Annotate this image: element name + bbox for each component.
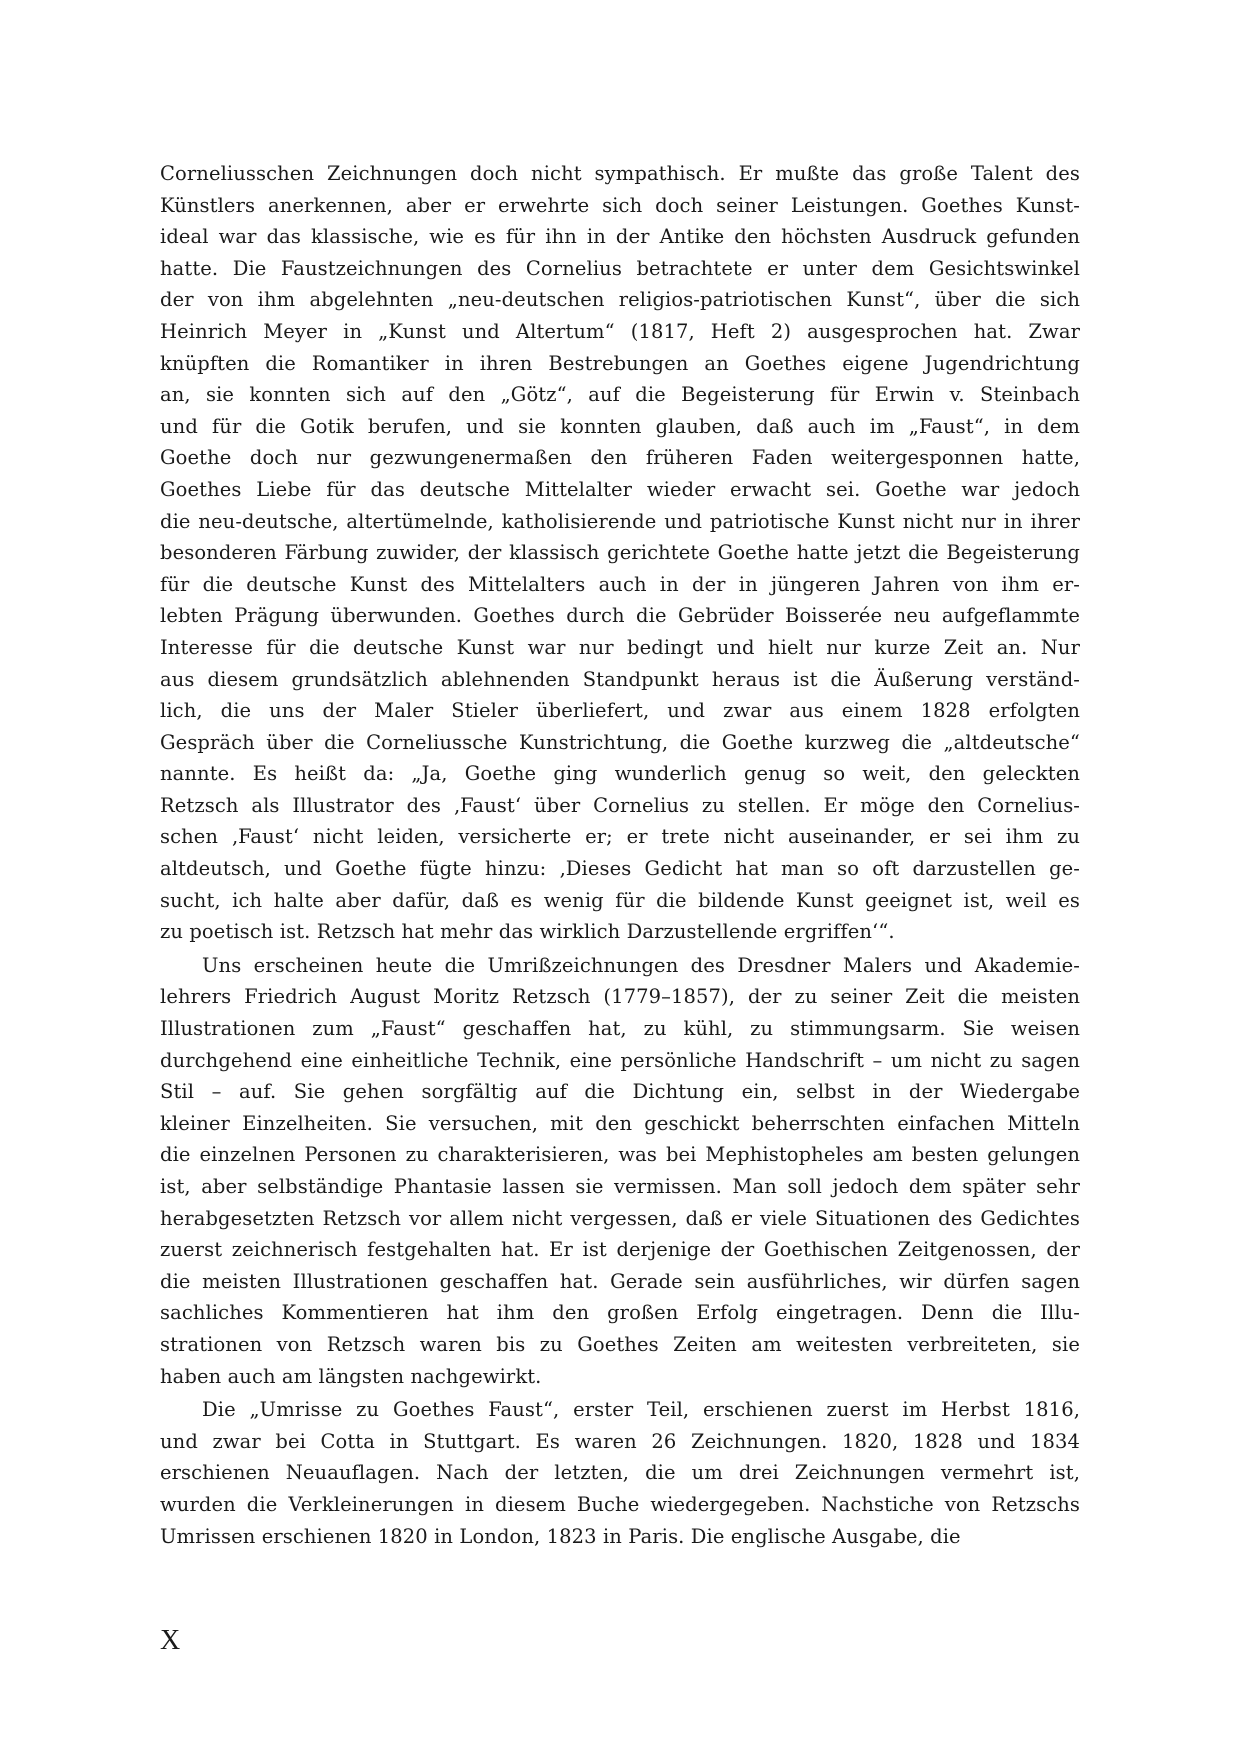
text-line: Stil – auf. Sie gehen sorgfältig auf die Dichtung ein, selbst in der Wiedergabe [160,1080,1080,1104]
page-number: X [160,1625,182,1656]
text-line: an, sie konnten sich auf den „Götz“, auf die Begeisterung für Erwin v. Steinbach [160,383,1080,407]
text-line: Die „Umrisse zu Goethes Faust“, erster Teil, erschienen zuerst im Herbst 1816, [202,1398,1080,1422]
text-line: Uns erscheinen heute die Umrißzeichnungen des Dresdner Malers und Akademie- [202,953,1080,977]
text-line: durchgehend eine einheitliche Technik, eine persönliche Handschrift – um nicht zu sagen [160,1048,1080,1072]
paragraph-p2 [160,950,1080,1392]
text-line: hatte. Die Faustzeichnungen des Cornelius betrachtete er unter dem Gesichtswinkel [160,256,1080,280]
text-line: schen ‚Faust‘ nicht leiden, versicherte er; er trete nicht auseinander, er sei ihm zu [160,825,1080,849]
text-line: strationen von Retzsch waren bis zu Goethes Zeiten am weitesten verbreiteten, sie [160,1332,1080,1356]
text-line: Heinrich Meyer in „Kunst und Altertum“ (1817, Heft 2) ausgesprochen hat. Zwar [160,319,1080,343]
text-line: besonderen Färbung zuwider, der klassisch gerichtete Goethe hatte jetzt die Begeisterung [160,541,1080,565]
text-line: der von ihm abgelehnten „neu-deutschen religios-patriotischen Kunst“, über die sich [160,288,1080,312]
text-line: altdeutsch, und Goethe fügte hinzu: ‚Dieses Gedicht hat man so oft darzustellen ge- [160,857,1080,881]
text-line: Umrissen erschienen 1820 in London, 1823 in Paris. Die englische Ausgabe, die [160,1524,961,1548]
text-line: Gespräch über die Corneliussche Kunstrichtung, die Goethe kurzweg die „altdeutsche“ [160,730,1080,754]
text-line: ist, aber selbständige Phantasie lassen sie vermissen. Man soll jedoch dem später sehr [160,1175,1080,1198]
text-line: Goethes Liebe für das deutsche Mittelalter wieder erwacht sei. Goethe war jedoch [160,477,1080,501]
text-line: Interesse für die deutsche Kunst war nur bedingt und hielt nur kurze Zeit an. Nur [160,635,1080,659]
text-line: die meisten Illustrationen geschaffen hat. Gerade sein ausführliches, wir dürfen sagen [160,1269,1080,1293]
text-line: lebten Prägung überwunden. Goethes durch die Gebrüder Boisserée neu aufgeflammte [160,604,1080,628]
text-line: aus diesem grundsätzlich ablehnenden Standpunkt heraus ist die Äußerung verständ- [160,667,1080,691]
text-line: lich, die uns der Maler Stieler überliefert, und zwar aus einem 1828 erfolgten [160,699,1080,723]
text-line: und zwar bei Cotta in Stuttgart. Es waren 26 Zeichnungen. 1820, 1828 und 1834 [160,1429,1080,1453]
text-line: sachliches Kommentieren hat ihm den großen Erfolg eingetragen. Denn die Illu- [160,1301,1080,1325]
text-line: und für die Gotik berufen, und sie konnten glauben, daß auch im „Faust“, in dem [160,414,1080,438]
text-line: nannte. Es heißt da: „Ja, Goethe ging wunderlich genug so weit, den geleckten [160,762,1080,786]
text-line: knüpften die Romantiker in ihren Bestrebungen an Goethes eigene Jugendrichtung [160,351,1080,375]
text-line: Illustrationen zum „Faust“ geschaffen hat, zu kühl, zu stimmungsarm. Sie weisen [160,1017,1080,1041]
text-line: für die deutsche Kunst des Mittelalters auch in der in jüngeren Jahren von ihm er- [160,572,1080,596]
text-line: Retzsch als Illustrator des ‚Faust‘ über Cornelius zu stellen. Er möge den Cornelius- [160,793,1080,817]
text-line: Künstlers anerkennen, aber er erwehrte sich doch seiner Leistungen. Goethes Kunst- [160,193,1080,217]
text-line: erschienen Neuauflagen. Nach der letzten, die um drei Zeichnungen vermehrt ist, [160,1461,1080,1485]
text-line: zuerst zeichnerisch festgehalten hat. Er ist derjenige der Goethischen Zeitgenossen, der [160,1238,1080,1262]
text-line: wurden die Verkleinerungen in diesem Buche wiedergegeben. Nachstiche von Retzschs [160,1492,1080,1516]
text-line: zu poetisch ist. Retzsch hat mehr das wirklich Darzustellende ergriffen‘“. [160,920,895,944]
paragraph-p3 [160,1394,1080,1552]
text-line: Goethe doch nur gezwungenermaßen den früheren Faden weitergesponnen hatte, [160,446,1080,470]
text-line: Corneliusschen Zeichnungen doch nicht sympathisch. Er mußte das große Talent des [160,162,1080,185]
text-line: ideal war das klassische, wie es für ihn in der Antike den höchsten Ausdruck gefunden [160,225,1080,249]
paragraph-p1 [160,158,1080,948]
text-line: haben auch am längsten nachgewirkt. [160,1364,542,1388]
text-line: kleiner Einzelheiten. Sie versuchen, mit den geschickt beherrschten einfachen Mitteln [160,1111,1080,1135]
text-line: herabgesetzten Retzsch vor allem nicht vergessen, daß er viele Situationen des Gedichtes [160,1206,1080,1230]
text-line: sucht, ich halte aber dafür, daß es wenig für die bildende Kunst geeignet ist, weil es [160,888,1080,912]
text-line: die einzelnen Personen zu charakterisieren, was bei Mephistopheles am besten gelungen [160,1143,1080,1167]
text-line: lehrers Friedrich August Moritz Retzsch (1779–1857), der zu seiner Zeit die meisten [160,985,1080,1009]
body-text [160,158,1080,1552]
text-line: die neu-deutsche, altertümelnde, katholisierende und patriotische Kunst nicht nur in ihrer [160,509,1080,533]
